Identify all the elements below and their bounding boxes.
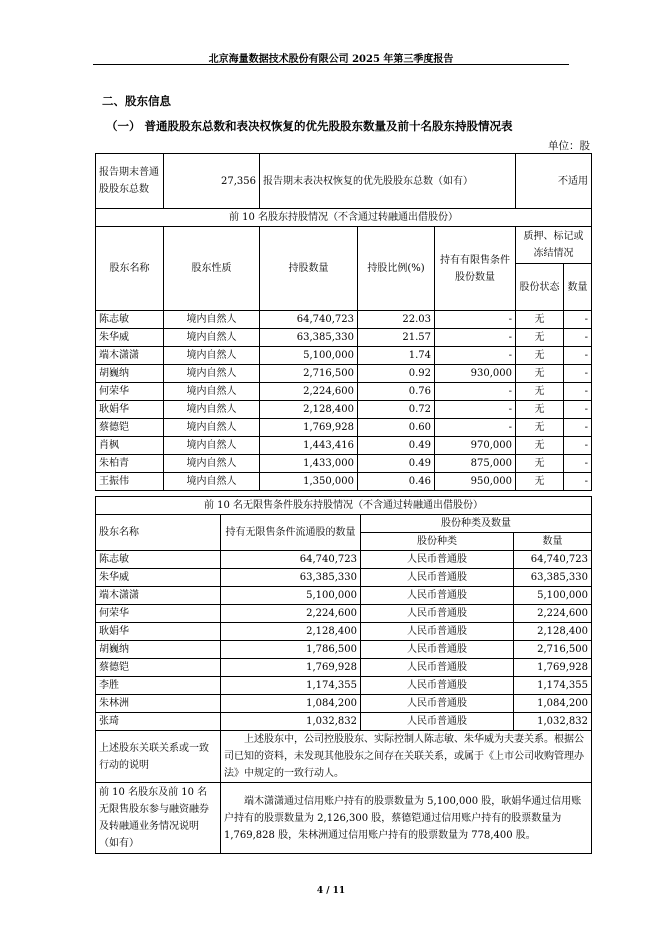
table-row (96, 419, 592, 437)
col-header-unrestricted-name: 股东名称 (96, 515, 221, 551)
shareholder-shares: 1,443,416 (260, 437, 358, 455)
col-header-restricted: 持有有限售条件股份数量 (435, 227, 516, 311)
shareholder-restricted: 950,000 (435, 473, 516, 491)
unit-label: 单位：股 (548, 140, 590, 152)
table-row (96, 677, 592, 695)
shareholder-name: 朱柏青 (96, 455, 164, 473)
unrestricted-name: 蔡德铠 (96, 659, 221, 677)
pledge-status: 无 (516, 419, 564, 437)
pledge-status: 无 (516, 383, 564, 401)
col-header-class-group: 股份种类及数量 (361, 515, 592, 533)
pledge-status: 无 (516, 347, 564, 365)
shareholder-nature: 境内自然人 (164, 347, 260, 365)
shareholder-name: 胡巍纳 (96, 365, 164, 383)
table-row (96, 695, 592, 713)
share-class: 人民币普通股 (361, 623, 514, 641)
pledge-count: - (564, 329, 592, 347)
share-class: 人民币普通股 (361, 695, 514, 713)
table-row (96, 365, 592, 383)
shareholder-nature: 境内自然人 (164, 329, 260, 347)
header-rule (93, 64, 569, 65)
share-count: 5,100,000 (514, 587, 592, 605)
share-count: 1,174,355 (514, 677, 592, 695)
table-row (96, 587, 592, 605)
shareholder-ratio: 0.46 (358, 473, 435, 491)
share-class: 人民币普通股 (361, 641, 514, 659)
share-class: 人民币普通股 (361, 587, 514, 605)
col-header-nature: 股东性质 (164, 227, 260, 311)
shareholder-ratio: 22.03 (358, 311, 435, 329)
shareholder-nature: 境内自然人 (164, 473, 260, 491)
pledge-count: - (564, 419, 592, 437)
shareholder-restricted: - (435, 383, 516, 401)
pledge-status: 无 (516, 401, 564, 419)
pref-holders-label: 报告期末表决权恢复的优先股股东总数（如有） (260, 154, 516, 209)
shareholder-name: 蔡德铠 (96, 419, 164, 437)
section-title: 二、股东信息 (102, 94, 171, 108)
table-row (96, 641, 592, 659)
unrestricted-name: 张琦 (96, 713, 221, 731)
pledge-status: 无 (516, 329, 564, 347)
table-row (96, 437, 592, 455)
shareholder-shares: 2,128,400 (260, 401, 358, 419)
share-count: 2,128,400 (514, 623, 592, 641)
pledge-status: 无 (516, 311, 564, 329)
shareholder-nature: 境内自然人 (164, 437, 260, 455)
share-count: 2,716,500 (514, 641, 592, 659)
unrestricted-holding: 1,032,832 (221, 713, 361, 731)
unrestricted-shareholders-table (95, 496, 592, 854)
shareholder-shares: 63,385,330 (260, 329, 358, 347)
relation-note-label: 上述股东关联关系或一致行动的说明 (96, 731, 221, 783)
pledge-count: - (564, 473, 592, 491)
col-header-unrestricted-holding: 持有无限售条件流通股的数量 (221, 515, 361, 551)
share-class: 人民币普通股 (361, 677, 514, 695)
share-count: 64,740,723 (514, 551, 592, 569)
shareholder-shares: 2,716,500 (260, 365, 358, 383)
unrestricted-holding: 1,769,928 (221, 659, 361, 677)
unrestricted-holding: 1,786,500 (221, 641, 361, 659)
share-count: 63,385,330 (514, 569, 592, 587)
pledge-status: 无 (516, 473, 564, 491)
shareholder-restricted: - (435, 419, 516, 437)
shareholder-shares: 2,224,600 (260, 383, 358, 401)
pledge-count: - (564, 311, 592, 329)
shareholder-ratio: 1.74 (358, 347, 435, 365)
table-row (96, 659, 592, 677)
shareholder-ratio: 0.92 (358, 365, 435, 383)
table-row (96, 605, 592, 623)
pledge-status: 无 (516, 365, 564, 383)
col-header-pledge: 质押、标记或冻结情况 (516, 227, 592, 264)
shareholder-nature: 境内自然人 (164, 455, 260, 473)
col-header-ratio: 持股比例(%) (358, 227, 435, 311)
pledge-count: - (564, 455, 592, 473)
total-holders-label: 报告期末普通股股东总数 (96, 154, 164, 209)
col-header-shares: 持股数量 (260, 227, 358, 311)
share-count: 1,032,832 (514, 713, 592, 731)
pledge-status: 无 (516, 437, 564, 455)
shareholder-restricted: 930,000 (435, 365, 516, 383)
share-class: 人民币普通股 (361, 659, 514, 677)
shareholder-name: 肖枫 (96, 437, 164, 455)
table-row (96, 401, 592, 419)
shareholder-shares: 1,769,928 (260, 419, 358, 437)
share-count: 1,084,200 (514, 695, 592, 713)
shareholder-ratio: 0.60 (358, 419, 435, 437)
shareholder-restricted: - (435, 401, 516, 419)
shareholder-nature: 境内自然人 (164, 401, 260, 419)
table-row (96, 347, 592, 365)
document-header-title: 北京海量数据技术股份有限公司 2025 年第三季度报告 (208, 54, 454, 65)
page-number: 4 / 11 (316, 886, 346, 896)
shareholder-restricted: 970,000 (435, 437, 516, 455)
shareholder-ratio: 0.49 (358, 437, 435, 455)
unrestricted-name: 朱林洲 (96, 695, 221, 713)
unrestricted-holding: 5,100,000 (221, 587, 361, 605)
shareholder-name: 耿娟华 (96, 401, 164, 419)
unrestricted-holding: 1,174,355 (221, 677, 361, 695)
shareholder-name: 陈志敏 (96, 311, 164, 329)
shareholder-restricted: - (435, 311, 516, 329)
table-row (96, 569, 592, 587)
shareholder-nature: 境内自然人 (164, 383, 260, 401)
subsection-title: （一） 普通股股东总数和表决权恢复的优先股股东数量及前十名股东持股情况表 (106, 119, 513, 133)
share-class: 人民币普通股 (361, 551, 514, 569)
table-row (96, 383, 592, 401)
relation-note-text: 上述股东中，公司控股股东、实际控制人陈志敏、朱华威为夫妻关系。根据公司已知的资料，未发现其他股东之间存在关联关系，或属于《上市公司收购管理办法》中规定的一致行动人。 (221, 731, 592, 783)
pledge-count: - (564, 347, 592, 365)
unrestricted-name: 耿娟华 (96, 623, 221, 641)
unrestricted-holding: 2,128,400 (221, 623, 361, 641)
shareholder-ratio: 0.49 (358, 455, 435, 473)
table-row (96, 551, 592, 569)
pledge-count: - (564, 365, 592, 383)
shareholder-shares: 1,350,000 (260, 473, 358, 491)
shareholder-ratio: 21.57 (358, 329, 435, 347)
pledge-count: - (564, 437, 592, 455)
shareholder-shares: 1,433,000 (260, 455, 358, 473)
pledge-status: 无 (516, 455, 564, 473)
unrestricted-name: 陈志敏 (96, 551, 221, 569)
shareholder-name: 何荣华 (96, 383, 164, 401)
pref-holders-value: 不适用 (516, 154, 592, 209)
top10-section-title: 前 10 名股东持股情况（不含通过转融通出借股份） (96, 209, 592, 227)
shareholder-nature: 境内自然人 (164, 419, 260, 437)
table-row (96, 311, 592, 329)
shareholder-name: 王振伟 (96, 473, 164, 491)
shareholder-nature: 境内自然人 (164, 311, 260, 329)
unrestricted-name: 朱华威 (96, 569, 221, 587)
margin-note-label: 前 10 名股东及前 10 名无限售股东参与融资融券及转融通业务情况说明（如有） (96, 783, 221, 854)
unrestricted-holding: 63,385,330 (221, 569, 361, 587)
share-count: 1,769,928 (514, 659, 592, 677)
table-row (96, 623, 592, 641)
shareholder-shares: 5,100,000 (260, 347, 358, 365)
shareholder-name: 端木潇潇 (96, 347, 164, 365)
shareholder-restricted: - (435, 329, 516, 347)
margin-note-text: 端木潇潇通过信用账户持有的股票数量为 5,100,000 股，耿娟华通过信用账户持有的股票数量为 2,126,300 股，蔡德铠通过信用账户持有的股票数量为 1,769,828 股，朱林洲通过信用账户持有的股票数量为 778,400 股。 (221, 783, 592, 854)
col-header-class: 股份种类 (361, 533, 514, 551)
shareholder-name: 朱华威 (96, 329, 164, 347)
unrestricted-name: 李胜 (96, 677, 221, 695)
share-class: 人民币普通股 (361, 569, 514, 587)
top10-shareholders-table (95, 153, 592, 491)
pledge-count: - (564, 401, 592, 419)
share-class: 人民币普通股 (361, 605, 514, 623)
shareholder-ratio: 0.76 (358, 383, 435, 401)
unrestricted-holding: 1,084,200 (221, 695, 361, 713)
table-row (96, 455, 592, 473)
share-count: 2,224,600 (514, 605, 592, 623)
col-header-pledge-status: 股份状态 (516, 264, 564, 311)
unrestricted-holding: 64,740,723 (221, 551, 361, 569)
shareholder-restricted: 875,000 (435, 455, 516, 473)
col-header-pledge-count: 数量 (564, 264, 592, 311)
shareholder-ratio: 0.72 (358, 401, 435, 419)
total-holders-value: 27,356 (164, 154, 260, 209)
table-row (96, 473, 592, 491)
unrestricted-name: 端木潇潇 (96, 587, 221, 605)
unrestricted-holding: 2,224,600 (221, 605, 361, 623)
unrestricted-name: 何荣华 (96, 605, 221, 623)
col-header-count: 数量 (514, 533, 592, 551)
col-header-name: 股东名称 (96, 227, 164, 311)
pledge-count: - (564, 383, 592, 401)
table-row (96, 329, 592, 347)
shareholder-shares: 64,740,723 (260, 311, 358, 329)
unrestricted-section-title: 前 10 名无限售条件股东持股情况（不含通过转融通出借股份） (96, 497, 592, 515)
table-row (96, 713, 592, 731)
shareholder-nature: 境内自然人 (164, 365, 260, 383)
share-class: 人民币普通股 (361, 713, 514, 731)
shareholder-restricted: - (435, 347, 516, 365)
unrestricted-name: 胡巍纳 (96, 641, 221, 659)
